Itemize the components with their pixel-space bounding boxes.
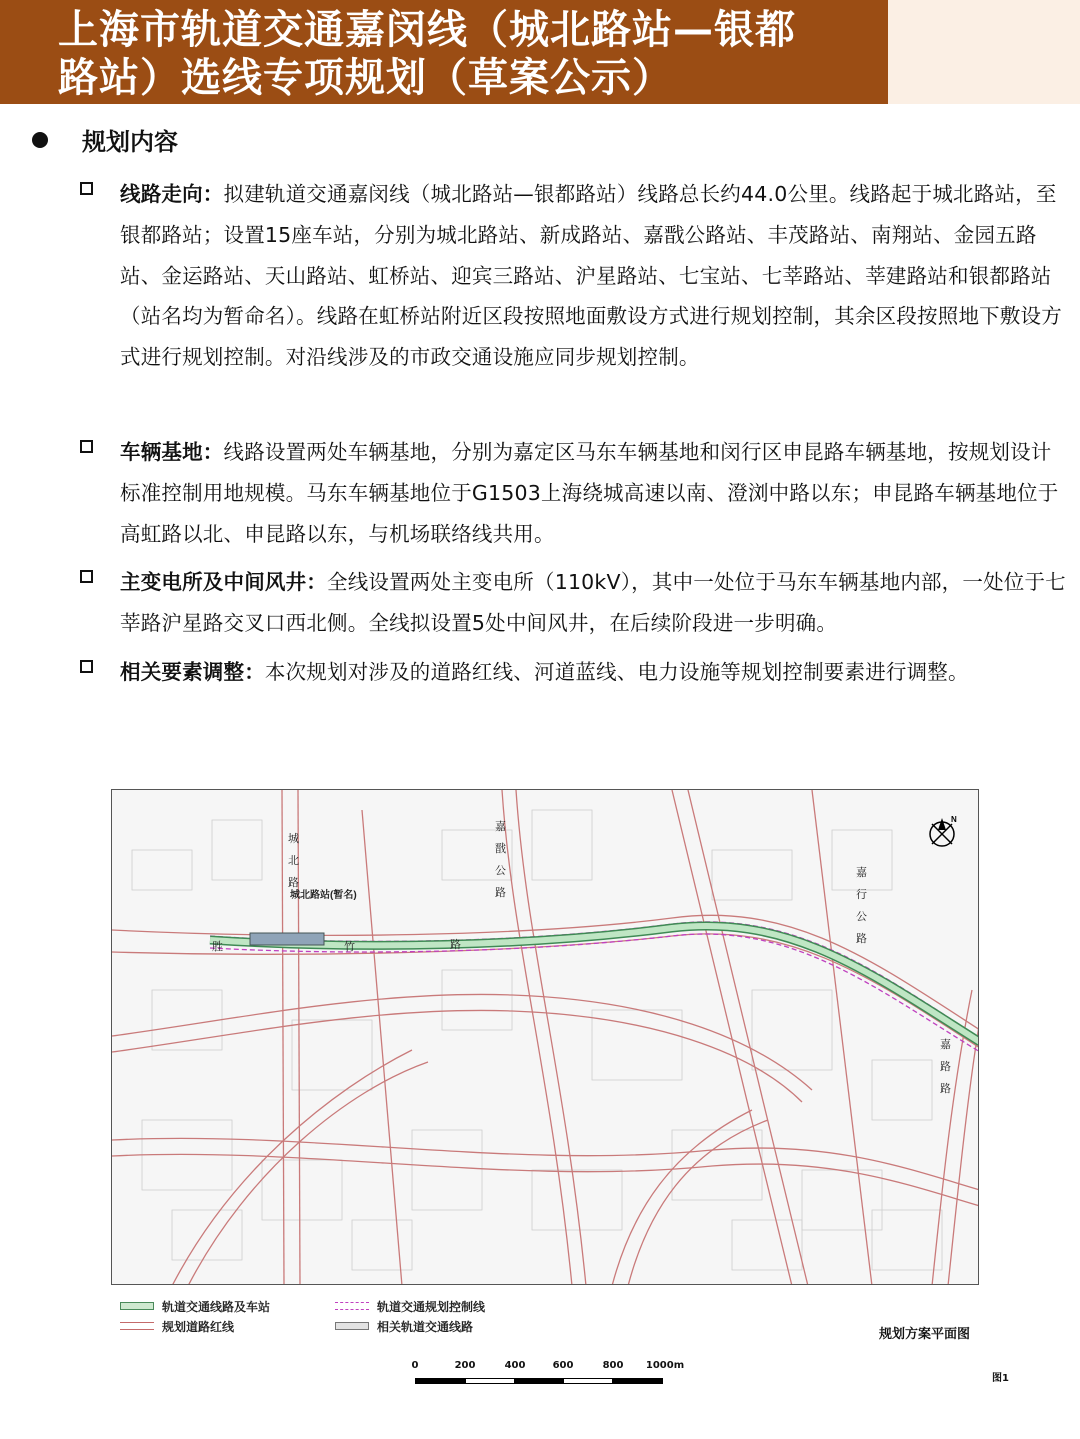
scale-segment: [563, 1378, 613, 1384]
legend-label: 轨道交通线路及车站: [162, 1299, 271, 1314]
map-label-jiaqian-road: 嘉戬公路: [495, 821, 506, 899]
road-label-char: 竹: [344, 941, 355, 953]
content-item-route: [80, 174, 1070, 378]
item-text: 线路设置两处车辆基地，分别为嘉定区马东车辆基地和闵行区申昆路车辆基地，按规划设计标准控制用地规模。马东车辆基地位于G1503上海绕城高速以南、澄浏中路以东；申昆路车辆基地位于高虹路以北、申昆路以东，与机场联络线共用。: [120, 440, 1059, 546]
legend-row: [120, 1296, 270, 1316]
plan-map: [111, 789, 979, 1285]
bullet-dot-icon: [32, 132, 48, 148]
banner-title-line-2: 路站）选线专项规划（草案公示）: [58, 55, 673, 101]
scale-label: 800: [602, 1360, 624, 1371]
scale-bar: [411, 1360, 685, 1390]
road-label-char: 路: [450, 939, 461, 951]
item-title: 线路走向：: [120, 182, 224, 206]
station-chengbei: [250, 933, 324, 945]
map-label-jiaxing-road: 嘉行公路: [856, 867, 867, 945]
banner-fade: [888, 0, 1080, 104]
content-item-substation: [80, 562, 1070, 644]
scale-segment: [465, 1378, 515, 1384]
control-swatch-icon: [335, 1302, 369, 1310]
content-item-depot: [80, 432, 1070, 554]
map-title: 规划方案平面图: [879, 1327, 971, 1342]
banner-title-line-1: 上海市轨道交通嘉闵线（城北路站—银都: [58, 7, 796, 53]
item-text: 本次规划对涉及的道路红线、河道蓝线、电力设施等规划控制要素进行调整。: [264, 660, 969, 684]
checkbox-bullet-icon: [80, 182, 93, 195]
map-label-east-road: 嘉路路: [940, 1039, 951, 1095]
legend-row: [335, 1316, 485, 1336]
item-text: 全线设置两处主变电所（110kV），其中一处位于马东车辆基地内部，一处位于七莘路沪星路交叉口西北侧。全线拟设置5处中间风井，在后续阶段进一步明确。: [120, 570, 1066, 635]
legend-label: 相关轨道交通线路: [377, 1319, 474, 1334]
scale-label: 200: [454, 1360, 476, 1371]
legend-right: [335, 1296, 485, 1336]
scale-segment: [415, 1378, 465, 1384]
north-label: N: [951, 815, 957, 824]
plan-map-svg: [112, 790, 979, 1285]
figure-label: 图1: [992, 1373, 1009, 1384]
legend-row: [120, 1316, 270, 1336]
scale-label: 600: [552, 1360, 574, 1371]
legend-label: 轨道交通规划控制线: [377, 1299, 486, 1314]
item-title: 相关要素调整：: [120, 660, 265, 684]
scale-label: 400: [504, 1360, 526, 1371]
legend-left: [120, 1296, 270, 1336]
map-label-chengbei-road: 城北路: [288, 833, 299, 889]
checkbox-bullet-icon: [80, 440, 93, 453]
rail-swatch-icon: [120, 1302, 154, 1310]
related-rail-swatch-icon: [335, 1322, 369, 1330]
section-heading: [32, 122, 178, 157]
item-title: 主变电所及中间风井：: [120, 570, 327, 594]
map-label-station: 城北路站(暂名): [290, 890, 357, 901]
header-banner: [0, 0, 888, 104]
item-text: 拟建轨道交通嘉闵线（城北路站—银都路站）线路总长约44.0公里。线路起于城北路站，至银都路站；设置15座车站，分别为城北路站、新成路站、嘉戬公路站、丰茂路站、南翔站、金园五路站、金运路站、天山路站、虹桥站、迎宾三路站、沪星路站、七宝站、七莘路站、莘建路站和银都路站（站名均为暂命名）。线路在虹桥站附近区段按照地面敷设方式进行规划控制，其余区段按照地下敷设方式进行规划控制。对沿线涉及的市政交通设施应同步规划控制。: [120, 182, 1062, 370]
checkbox-bullet-icon: [80, 660, 93, 673]
content-item-adjustment: [80, 652, 1070, 693]
item-title: 车辆基地：: [120, 440, 224, 464]
section-heading-text: 规划内容: [82, 128, 178, 156]
legend-label: 规划道路红线: [162, 1319, 235, 1334]
checkbox-bullet-icon: [80, 570, 93, 583]
road-swatch-icon: [120, 1322, 154, 1330]
road-label-char: 胜: [212, 941, 223, 953]
scale-segment: [515, 1378, 563, 1384]
legend-row: [335, 1296, 485, 1316]
scale-label: 0: [411, 1360, 419, 1371]
scale-label: 1000m: [645, 1360, 685, 1371]
scale-segment: [613, 1378, 663, 1384]
